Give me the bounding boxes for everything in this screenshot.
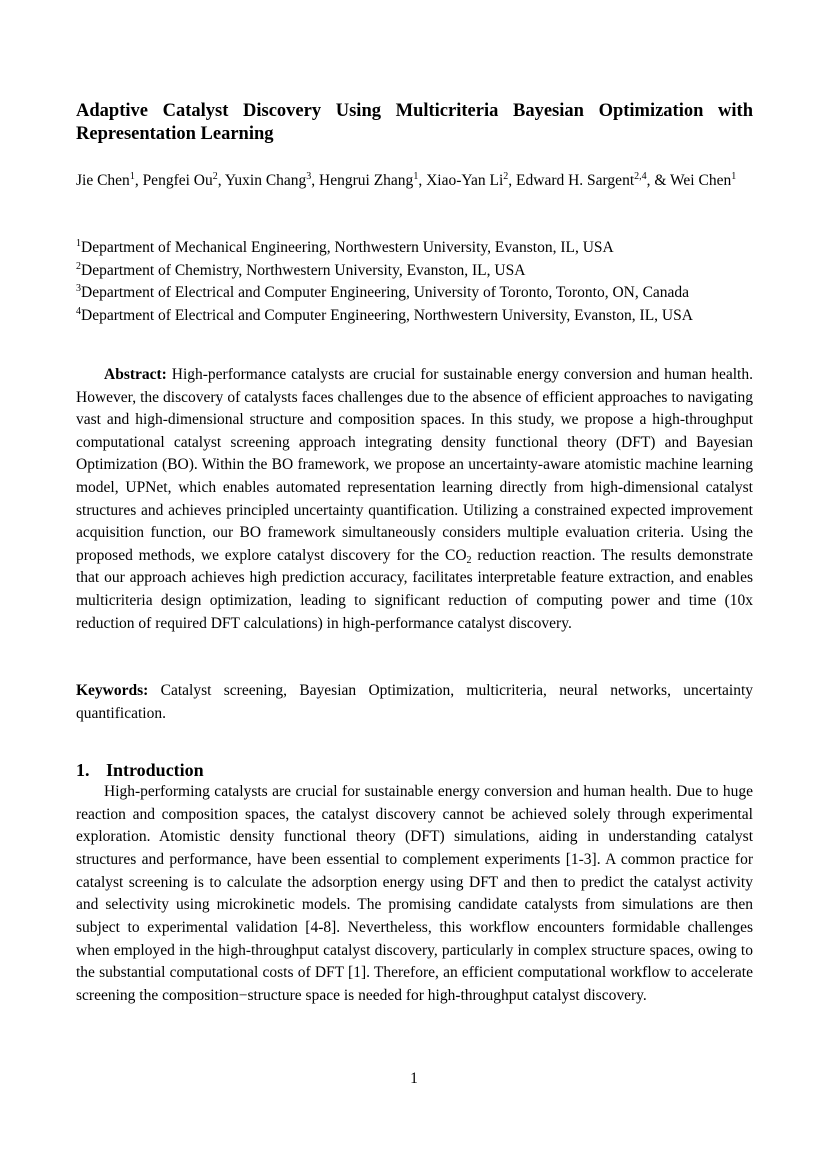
affiliation: $^3$Department of Electrical and Computer Engineering, University of Toronto, Toronto, ON, Canada [76,283,690,302]
affiliation: $^4$Department of Electrical and Computer Engineering, Northwestern University, Evanston, IL, USA [76,306,693,325]
author: Jie Chen$^1$, [76,171,143,189]
page-number: 1 [410,1070,418,1087]
abstract-label: Abstract: [104,366,167,383]
author-list [76,170,753,192]
author: Wei Chen$^1$ [670,171,737,189]
paper-title: Adaptive Catalyst Discovery Using Multicriteria Bayesian Optimization with Representation Learning [76,101,753,144]
abstract: Abstract: High-performance catalysts are crucial for sustainable energy conversion and human health. However, the discovery of catalysts faces challenges due to the absence of efficient approaches to navigating vast and high-dimensional structure and composition spaces. In this study, we propose a high-throughput computational catalyst screening approach integrating density functional theory (DFT) and Bayesian Optimization (BO). Within the BO framework, we propose an uncertainty-aware atomistic machine learning model, UPNet, which enables automated representation learning directly from high-dimensional catalyst structures and achieves principled uncertainty quantification. Utilizing a constrained expected improvement acquisition function, our BO framework simultaneously considers multiple evaluation criteria. Using the proposed methods, we explore catalyst discovery for the $CO_2$ reduction reaction. The results demonstrate that our approach achieves high prediction accuracy, facilitates interpretable feature extraction, and enables multicriteria design optimization, leading to significant reduction of computing power and time (10x reduction of required DFT calculations) in high-performance catalyst discovery. [76,366,753,632]
author: Hengrui Zhang$^1$, [319,171,427,189]
affiliation: $^1$Department of Mechanical Engineering, Northwestern University, Evanston, IL, USA [76,238,614,256]
affiliation: $^2$Department of Chemistry, Northwestern University, Evanston, IL, USA [76,260,526,279]
author: Yuxin Chang$^3$, [224,171,320,189]
author: Edward H. Sargent$^{2,4}$, & [516,171,671,189]
introduction-paragraph: High-performing catalysts are crucial for sustainable energy conversion and human health. Due to huge reaction and composition spaces, the catalyst discovery cannot be achieved solely through experimental exploration. Atomistic density functional theory (DFT) simulations, aiding in understanding catalyst structures and performance, have been essential to complement experiments [1-3]. A common practice for catalyst screening is to calculate the adsorption energy using DFT and then to predict the catalyst activity and selectivity using microkinetic models. The promising candidate catalysts from simulations are then subject to experimental validation [4-8]. Nevertheless, this workflow encounters formidable challenges when employed in the high-throughput catalyst discovery, particularly in complex structure spaces, owing to the substantial computational costs of DFT [1]. Therefore, an efficient computational workflow to accelerate screening the composition−structure space is needed for high-throughput catalyst discovery. [76,783,753,1004]
author: Pengfei Ou$^2$, [142,171,225,189]
keywords: Keywords: Catalyst screening, Bayesian Optimization, multicriteria, neural networks, uncertainty quantification. [76,682,753,722]
section-heading: 1. Introduction [76,760,204,780]
author: Xiao-Yan Li$^2$, [426,171,517,189]
keywords-label: Keywords: [76,682,149,699]
affiliation-list [76,237,753,328]
